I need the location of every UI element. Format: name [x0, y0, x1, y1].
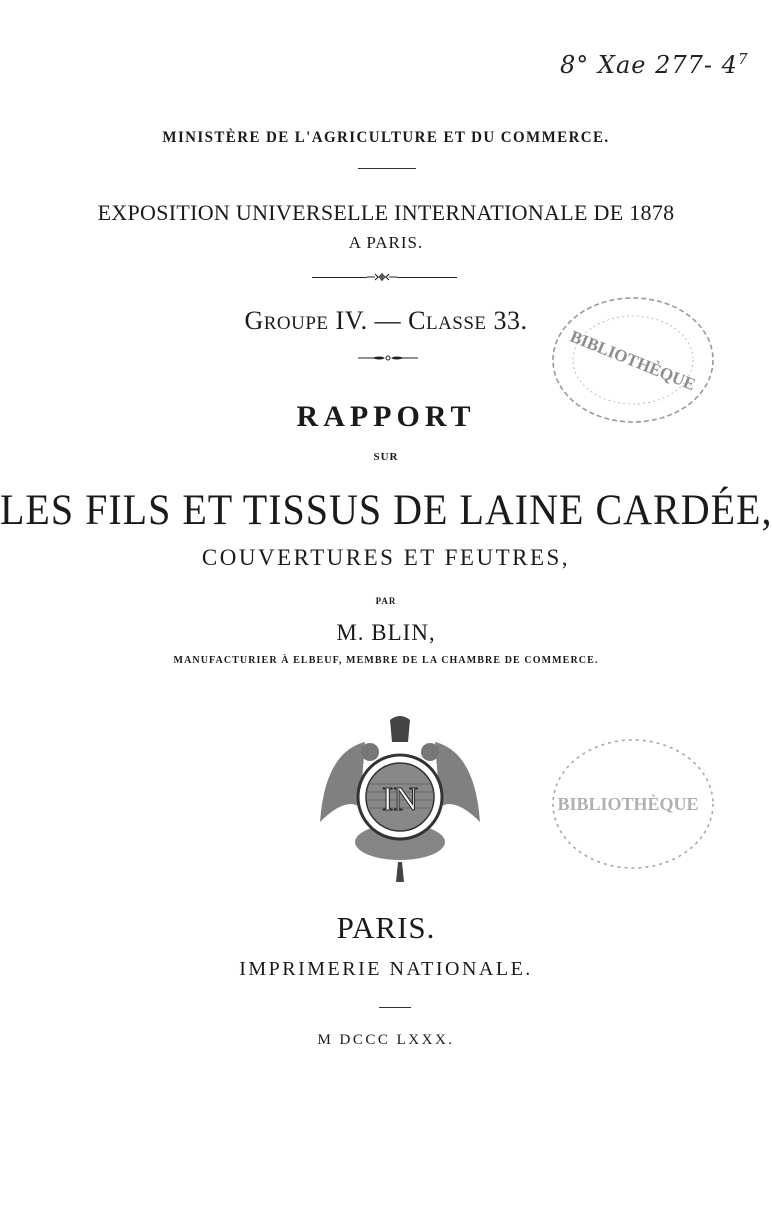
report-subtitle: COUVERTURES ET FEUTRES, [201, 545, 571, 570]
classe-initial: C [408, 306, 426, 335]
shelfmark-superscript: 7 [737, 50, 749, 68]
author-affiliation: MANUFACTURIER À ELBEUF, MEMBRE DE LA CHAMBRE DE COMMERCE. [173, 655, 599, 666]
shelfmark-text: 8° Xae 277- 4 [560, 51, 738, 79]
classe-number: 33. [493, 306, 528, 335]
stamp-center-text: BIBLIOTHÈQUE [567, 326, 699, 395]
imprint-divider-rule [379, 1007, 411, 1008]
report-par: PAR [375, 596, 397, 606]
report-sur: SUR [373, 451, 399, 463]
fleuron-divider-icon [312, 272, 457, 282]
divider-rule [358, 168, 416, 169]
exposition-title: EXPOSITION UNIVERSELLE INTERNATIONALE DE 1878 [97, 200, 675, 225]
emblem-monogram: IN [382, 781, 418, 818]
groupe-label: ROUPE [263, 313, 329, 334]
imprint-year: M DCCC LXXX. [317, 1032, 455, 1048]
report-title: LES FILS ET TISSUS DE LAINE CARDÉE, [0, 485, 772, 534]
report-author: M. BLIN, [336, 620, 436, 645]
small-ornament-divider-icon [358, 354, 418, 362]
library-stamp-bottom-icon [548, 735, 718, 873]
exposition-location: A PARIS. [348, 233, 424, 252]
imprint-city: PARIS. [336, 910, 436, 945]
classe-label: LASSE [425, 313, 487, 334]
report-heading: RAPPORT [296, 400, 476, 433]
handwritten-shelfmark [560, 50, 749, 79]
groupe-number: IV. — [335, 306, 402, 335]
stamp-bottom-center-text: BIBLIOTHÈQUE [557, 794, 699, 814]
imprimerie-nationale-emblem-icon [310, 712, 490, 887]
ministry-heading: MINISTÈRE DE L'AGRICULTURE ET DU COMMERCE. [162, 129, 610, 147]
groupe-initial: G [244, 306, 264, 335]
imprint-printer: IMPRIMERIE NATIONALE. [239, 958, 533, 980]
